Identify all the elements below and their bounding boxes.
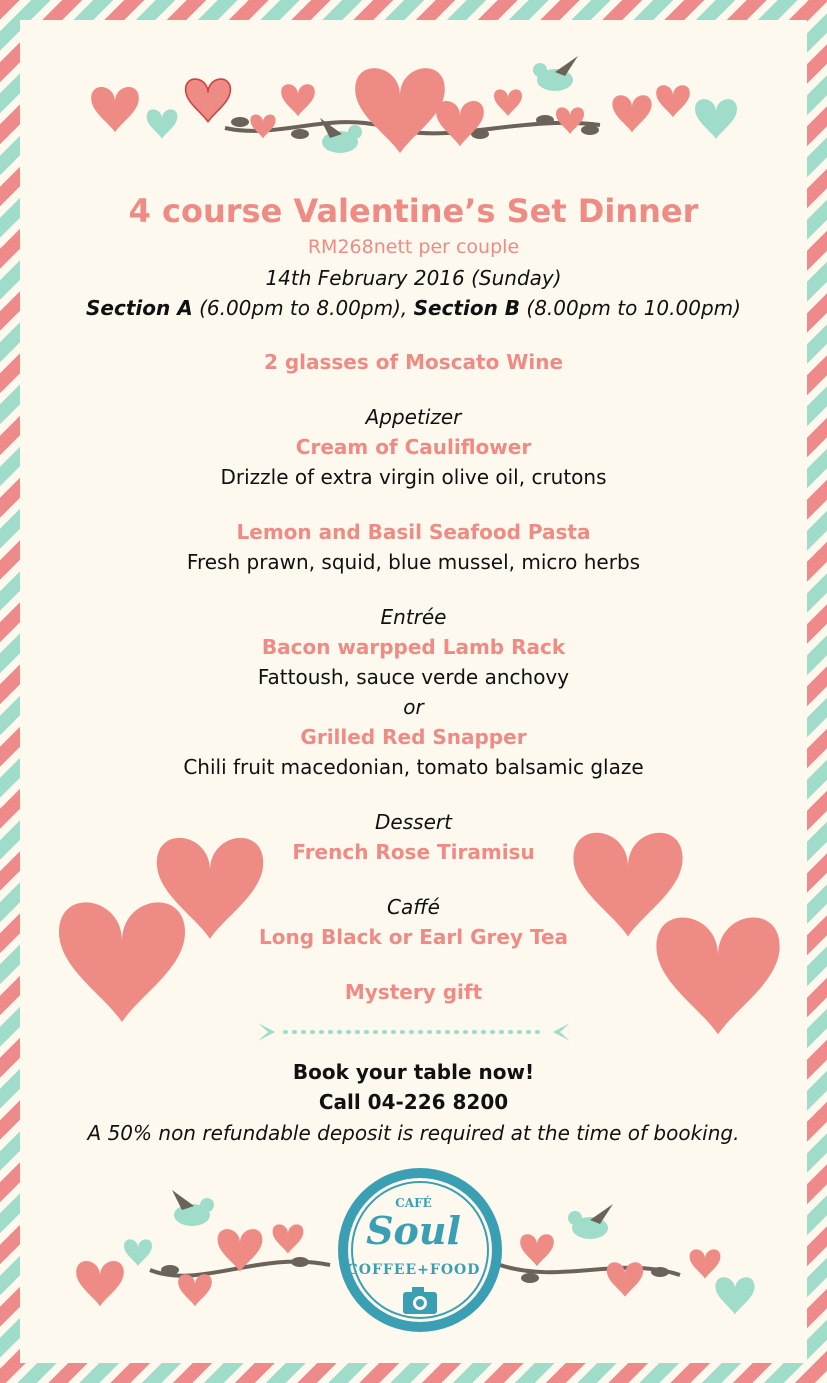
top-heart-6 <box>355 68 445 153</box>
top-heart-2 <box>147 109 178 138</box>
section-b-label: Section B <box>413 296 521 320</box>
top-heart-1 <box>91 87 139 132</box>
entree-option1-name: Bacon warpped Lamb Rack <box>261 635 566 659</box>
date-line: 14th February 2016 (Sunday) <box>265 266 562 290</box>
appetizer-name: Cream of Cauliflower <box>295 435 532 459</box>
booking-cta: Book your table now! <box>292 1060 535 1084</box>
dotted-divider <box>258 1023 570 1041</box>
logo-coffee-food-text: COFFEE+FOOD <box>346 1262 481 1278</box>
caffe-name: Long Black or Earl Grey Tea <box>258 925 568 949</box>
entree-option2-desc: Chili fruit macedonian, tomato balsamic glaze <box>183 755 644 779</box>
top-heart-7 <box>436 101 484 146</box>
pasta-desc: Fresh prawn, squid, blue mussel, micro herbs <box>186 550 641 574</box>
dove-icon <box>533 56 578 91</box>
appetizer-desc: Drizzle of extra virgin olive oil, crutons <box>220 465 607 489</box>
section-a-label: Section A <box>86 296 193 320</box>
sections-line <box>0 296 827 320</box>
dessert-name: French Rose Tiramisu <box>292 840 535 864</box>
entree-or: or <box>403 695 424 719</box>
entree-option2-name: Grilled Red Snapper <box>300 725 527 749</box>
top-heart-11 <box>656 85 690 117</box>
top-heart-3 <box>186 79 231 122</box>
entree-heading: Entrée <box>380 605 447 629</box>
price-line: RM268nett per couple <box>307 236 520 258</box>
section-a-time: (6.00pm to 8.00pm), <box>199 296 408 320</box>
bottom-heart-4 <box>178 1274 212 1306</box>
top-heart-8 <box>494 89 522 116</box>
top-heart-5 <box>281 84 315 116</box>
top-heart-10 <box>612 95 651 132</box>
booking-phone[interactable]: Call 04-226 8200 <box>318 1090 509 1114</box>
top-heart-12 <box>695 99 737 139</box>
left-heart-large <box>59 902 185 1022</box>
logo-soul-text: Soul <box>366 1208 461 1253</box>
page-title: 4 course Valentine’s Set Dinner <box>128 192 699 230</box>
pasta-name: Lemon and Basil Seafood Pasta <box>236 520 591 544</box>
caffe-heading: Caffé <box>387 895 440 919</box>
dessert-heading: Dessert <box>375 810 452 834</box>
logo-cafe-text: CAFÉ <box>395 1196 432 1210</box>
gift-line: Mystery gift <box>344 980 483 1004</box>
top-heart-4 <box>250 114 275 138</box>
top-heart-9 <box>556 107 584 134</box>
entree-option1-desc: Fattoush, sauce verde anchovy <box>257 665 570 689</box>
wine-line: 2 glasses of Moscato Wine <box>263 350 564 374</box>
section-b-time: (8.00pm to 10.00pm) <box>526 296 741 320</box>
appetizer-heading: Appetizer <box>365 405 462 429</box>
bottom-heart-9 <box>715 1277 754 1314</box>
booking-note: A 50% non refundable deposit is required at the time of booking. <box>87 1121 740 1145</box>
